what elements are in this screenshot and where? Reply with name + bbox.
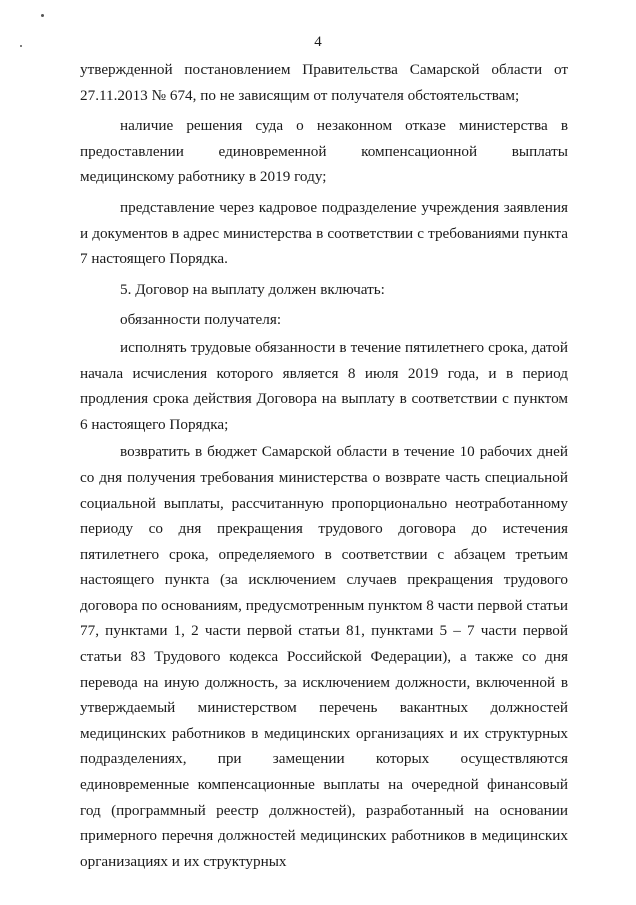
- page-number: 4: [314, 34, 322, 50]
- paragraph-continuation: утвержденной постановлением Правительства Самарской области от 27.11.2013 № 674, по не зависящим от получателя обстоятельствам;: [80, 61, 568, 104]
- paragraph-submission: представление через кадровое подразделение учреждения заявления и документов в адрес министерства в соответствии с требованиями пункта 7 настоящего Порядка.: [80, 198, 568, 268]
- paragraph-work-duties: исполнять трудовые обязанности в течение пятилетнего срока, датой начала исчисления которого является 8 июля 2019 года, и в период продления срока действия Договора на выплату в соответствии с пунктом 6 настоящего Порядка;: [80, 338, 568, 433]
- scan-speck: [41, 14, 44, 17]
- paragraph-obligations-label: обязанности получателя:: [120, 311, 282, 329]
- paragraph-refund-obligation: возвратить в бюджет Самарской области в течение 10 рабочих дней со дня получения требования министерства о возврате часть специальной социальной выплаты, рассчитанную пропорционально неотработанному периоду со дня прекращения трудового договора до истечения пятилетнего срока, определяемого в соответствии с абзацем третьим настоящего пункта (за исключением случаев прекращения трудового договора по основаниям, предусмотренным пунктом 8 части первой статьи 77, пунктами 1, 2 части первой статьи 81, пунктами 5 – 7 части первой статьи 83 Трудового кодекса Российской Федерации), а также со дня перевода на иную должность, за исключением должности, включенной в утверждаемый министерством перечень вакантных должностей медицинских работников в медицинских организациях и их структурных подразделениях, при замещении которых осуществляются единовременные компенсационные выплаты на очередной финансовый год (программный реестр должностей), разработанный на основании примерного перечня должностей медицинских работников в медицинских организациях и их структурных: [80, 443, 568, 870]
- paragraph-contract-heading: 5. Договор на выплату должен включать:: [120, 280, 385, 298]
- document-body: [80, 57, 568, 874]
- paragraph-court-decision: наличие решения суда о незаконном отказе министерства в предоставлении единовременной компенсационной выплаты медицинскому работнику в 2019 году;: [80, 117, 568, 186]
